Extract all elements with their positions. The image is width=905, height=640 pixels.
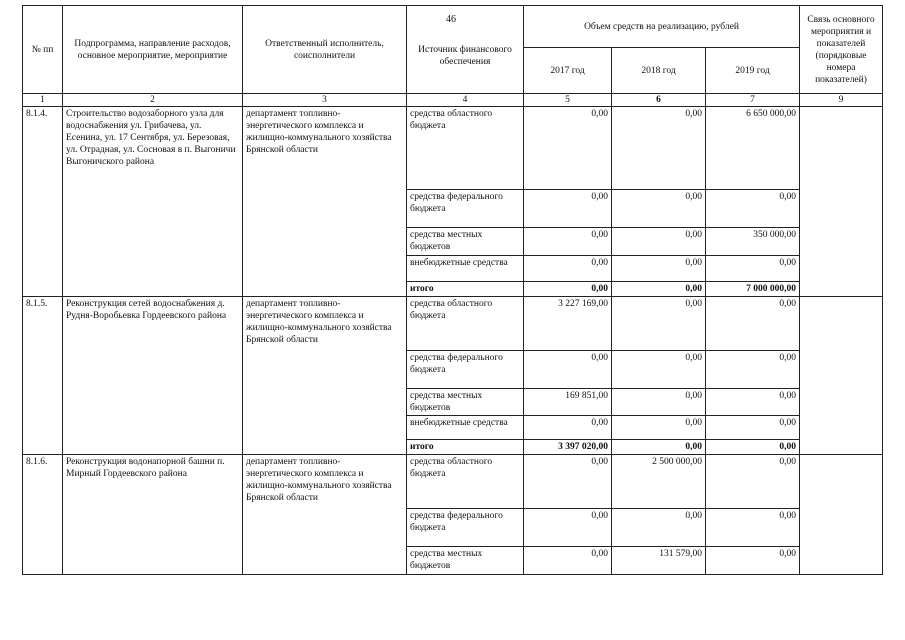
value-2018: 0,00 — [612, 389, 706, 416]
value-2019: 0,00 — [706, 547, 800, 575]
value-2017: 3 397 020,00 — [524, 440, 612, 455]
value-2019: 0,00 — [706, 351, 800, 389]
funding-source: средства федерального бюджета — [407, 509, 524, 547]
value-2017: 0,00 — [524, 256, 612, 282]
value-2019: 0,00 — [706, 190, 800, 228]
funding-source: средства местных бюджетов — [407, 389, 524, 416]
column-number: 2 — [63, 94, 243, 107]
section-number: 8.1.5. — [23, 297, 63, 455]
column-number: 7 — [706, 94, 800, 107]
value-2017: 0,00 — [524, 228, 612, 256]
value-2019: 0,00 — [706, 455, 800, 509]
section-executor: департамент топливно-энергетического комплекса и жилищно-коммунального хозяйства Брянской области — [243, 297, 407, 455]
section-number: 8.1.4. — [23, 107, 63, 297]
header-link: Связь основного мероприятия и показателей (порядковые номера показателей) — [800, 6, 883, 94]
value-2019: 350 000,00 — [706, 228, 800, 256]
funding-source: средства местных бюджетов — [407, 228, 524, 256]
value-2018: 0,00 — [612, 190, 706, 228]
header-program: Подпрограмма, направление расходов, основное мероприятие, мероприятие — [63, 6, 243, 94]
value-2018: 0,00 — [612, 351, 706, 389]
value-2017: 0,00 — [524, 455, 612, 509]
funding-source: внебюджетные средства — [407, 256, 524, 282]
header-no: № пп — [23, 6, 63, 94]
header-funds: Объем средств на реализацию, рублей — [524, 6, 800, 48]
value-2018: 0,00 — [612, 256, 706, 282]
value-2019: 0,00 — [706, 440, 800, 455]
funding-source: средства местных бюджетов — [407, 547, 524, 575]
value-2019: 7 000 000,00 — [706, 282, 800, 297]
column-number: 4 — [407, 94, 524, 107]
column-numbers-row — [23, 94, 883, 107]
header-executor: Ответственный исполнитель, соисполнители — [243, 6, 407, 94]
column-number: 1 — [23, 94, 63, 107]
value-2017: 3 227 169,00 — [524, 297, 612, 351]
funding-source: средства областного бюджета — [407, 107, 524, 190]
funding-source: средства областного бюджета — [407, 455, 524, 509]
column-number: 9 — [800, 94, 883, 107]
value-2017: 0,00 — [524, 416, 612, 440]
link-cell — [800, 297, 883, 455]
table-row — [23, 107, 883, 190]
section-title: Реконструкция сетей водоснабжения д. Рудня-Воробьевка Гордеевского района — [63, 297, 243, 455]
header-source: Источник финансового обеспечения — [407, 6, 524, 94]
section-title: Реконструкция водонапорной башни п. Мирный Гордеевского района — [63, 455, 243, 575]
budget-table — [22, 5, 883, 575]
value-2018: 2 500 000,00 — [612, 455, 706, 509]
value-2017: 0,00 — [524, 282, 612, 297]
value-2019: 0,00 — [706, 256, 800, 282]
column-number: 5 — [524, 94, 612, 107]
value-2018: 0,00 — [612, 440, 706, 455]
column-number: 3 — [243, 94, 407, 107]
section-executor: департамент топливно-энергетического комплекса и жилищно-коммунального хозяйства Брянской области — [243, 107, 407, 297]
value-2018: 0,00 — [612, 107, 706, 190]
value-2018: 0,00 — [612, 297, 706, 351]
value-2018: 0,00 — [612, 509, 706, 547]
section-executor: департамент топливно-энергетического комплекса и жилищно-коммунального хозяйства Брянской области — [243, 455, 407, 575]
value-2019: 0,00 — [706, 416, 800, 440]
value-2019: 0,00 — [706, 389, 800, 416]
section-title: Строительство водозаборного узла для водоснабжения ул. Грибачева, ул. Есенина, ул. 17 Сентября, ул. Березовая, ул. Отрадная, ул. Сосновая в п. Выгоничи Выгоничского района — [63, 107, 243, 297]
page-number: 46 — [446, 14, 456, 25]
funding-source-total: итого — [407, 282, 524, 297]
value-2017: 0,00 — [524, 107, 612, 190]
section-number: 8.1.6. — [23, 455, 63, 575]
funding-source: средства федерального бюджета — [407, 190, 524, 228]
link-cell — [800, 455, 883, 575]
table-row — [23, 455, 883, 509]
table-row — [23, 297, 883, 351]
value-2018: 0,00 — [612, 416, 706, 440]
value-2017: 0,00 — [524, 351, 612, 389]
link-cell — [800, 107, 883, 297]
value-2018: 0,00 — [612, 228, 706, 256]
value-2019: 6 650 000,00 — [706, 107, 800, 190]
value-2018: 0,00 — [612, 282, 706, 297]
value-2018: 131 579,00 — [612, 547, 706, 575]
header-year-2018: 2018 год — [612, 48, 706, 94]
funding-source: внебюджетные средства — [407, 416, 524, 440]
value-2019: 0,00 — [706, 509, 800, 547]
column-number: 6 — [612, 94, 706, 107]
header-year-2017: 2017 год — [524, 48, 612, 94]
funding-source: средства федерального бюджета — [407, 351, 524, 389]
value-2017: 169 851,00 — [524, 389, 612, 416]
value-2017: 0,00 — [524, 547, 612, 575]
value-2017: 0,00 — [524, 190, 612, 228]
funding-source: средства областного бюджета — [407, 297, 524, 351]
value-2017: 0,00 — [524, 509, 612, 547]
header-year-2019: 2019 год — [706, 48, 800, 94]
value-2019: 0,00 — [706, 297, 800, 351]
funding-source-total: итого — [407, 440, 524, 455]
